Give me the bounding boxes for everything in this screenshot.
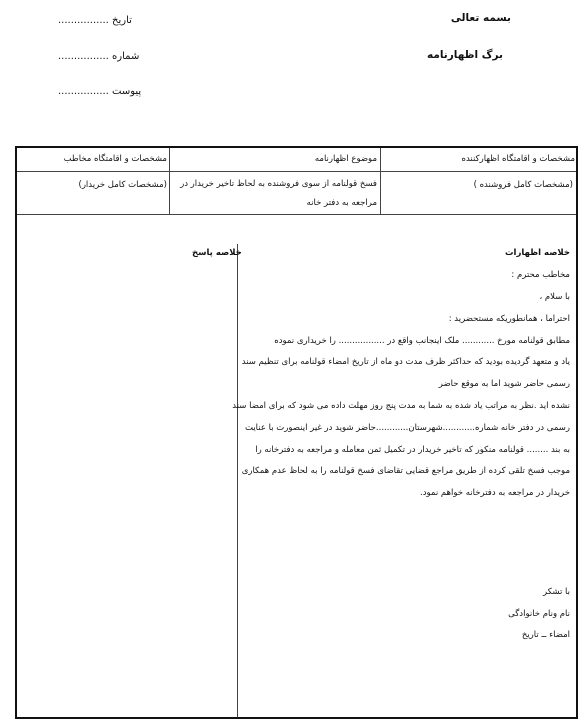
addressee-value: (مشخصات کامل خریدار) [78, 180, 167, 190]
number-dots: ................ [58, 51, 109, 62]
body-line: به بند ........ قولنامه منکور که تاخیر خریدار در تکمیل ثمن معامله و مراجعه به دفترخانه را [255, 445, 570, 455]
table-row-divider [17, 214, 576, 215]
body-line: یاد و متعهد گردیده بودید که حداکثر ظرف مدت دو ماه از تاریخ امضاء قولنامه برای تنظیم سند [241, 357, 570, 367]
declarations-section [232, 248, 570, 718]
body-line: رسمی در دفتر خانه شماره............شهرستان............حاضر شوید در غیر اینصورت با عنایت [244, 423, 570, 433]
number-label: شماره [112, 51, 140, 62]
col-divider-right [380, 148, 381, 214]
closing-name: نام ونام خانوادگی [508, 609, 570, 619]
subject-value-line1: فسخ قولنامه از سوی فروشنده به لحاظ تاخیر خریدار در [180, 179, 377, 189]
frame-right [576, 146, 578, 719]
subject-value-line2: مراجعه به دفتر خانه [306, 198, 377, 208]
number-field [58, 51, 139, 62]
subject-col-header: موضوع اظهارنامه [314, 154, 377, 164]
declarant-value: (مشخصات کامل فروشنده ) [473, 180, 573, 190]
body-line: با سلام ، [539, 292, 570, 302]
closing-signature: امضاء ــ تاریخ [521, 630, 570, 640]
header-row-divider [17, 171, 576, 172]
body-line: مخاطب محترم : [511, 270, 570, 280]
date-field [58, 15, 132, 26]
attachment-field [58, 86, 141, 97]
basmala: بسمه تعالی [450, 12, 511, 24]
date-dots: ................ [58, 15, 109, 26]
form-title: برگ اظهارنامه [426, 49, 503, 61]
summary-title: خلاصه اظهارات [505, 248, 570, 258]
declarant-col-header: مشخصات و اقامتگاه اظهارکننده [461, 154, 575, 164]
body-line: مطابق قولنامه مورخ ............ ملک اینجانب واقع در ................. را خریداری نموده [274, 336, 570, 346]
col-divider-left [169, 148, 170, 214]
body-line: موجب فسخ تلقی کرده از طریق مراجع قضایی تقاضای فسخ قولنامه را به لحاظ عدم همکاری [241, 466, 570, 476]
frame-top [15, 146, 578, 148]
body-line: نشده اید .نظر به مراتب یاد شده به شما به مدت پنج روز مهلت داده می شود که برای امضا سند [232, 401, 570, 411]
frame-left [15, 146, 17, 719]
body-line: رسمی حاضر شوید اما به موقع حاضر [438, 379, 570, 389]
reply-title: خلاصه پاسخ [192, 248, 242, 258]
body-line: احتراما ، همانطوریکه مستحضرید : [448, 314, 570, 324]
body-line: خریدار در مراجعه به دفترخانه خواهم نمود. [420, 488, 570, 498]
attachment-dots: ................ [58, 86, 109, 97]
body-divider [237, 244, 238, 717]
addressee-col-header: مشخصات و اقامتگاه مخاطب [63, 154, 167, 164]
date-label: تاریخ [112, 15, 132, 26]
closing-thanks: با تشکر [543, 587, 570, 597]
attachment-label: پیوست [112, 86, 142, 97]
